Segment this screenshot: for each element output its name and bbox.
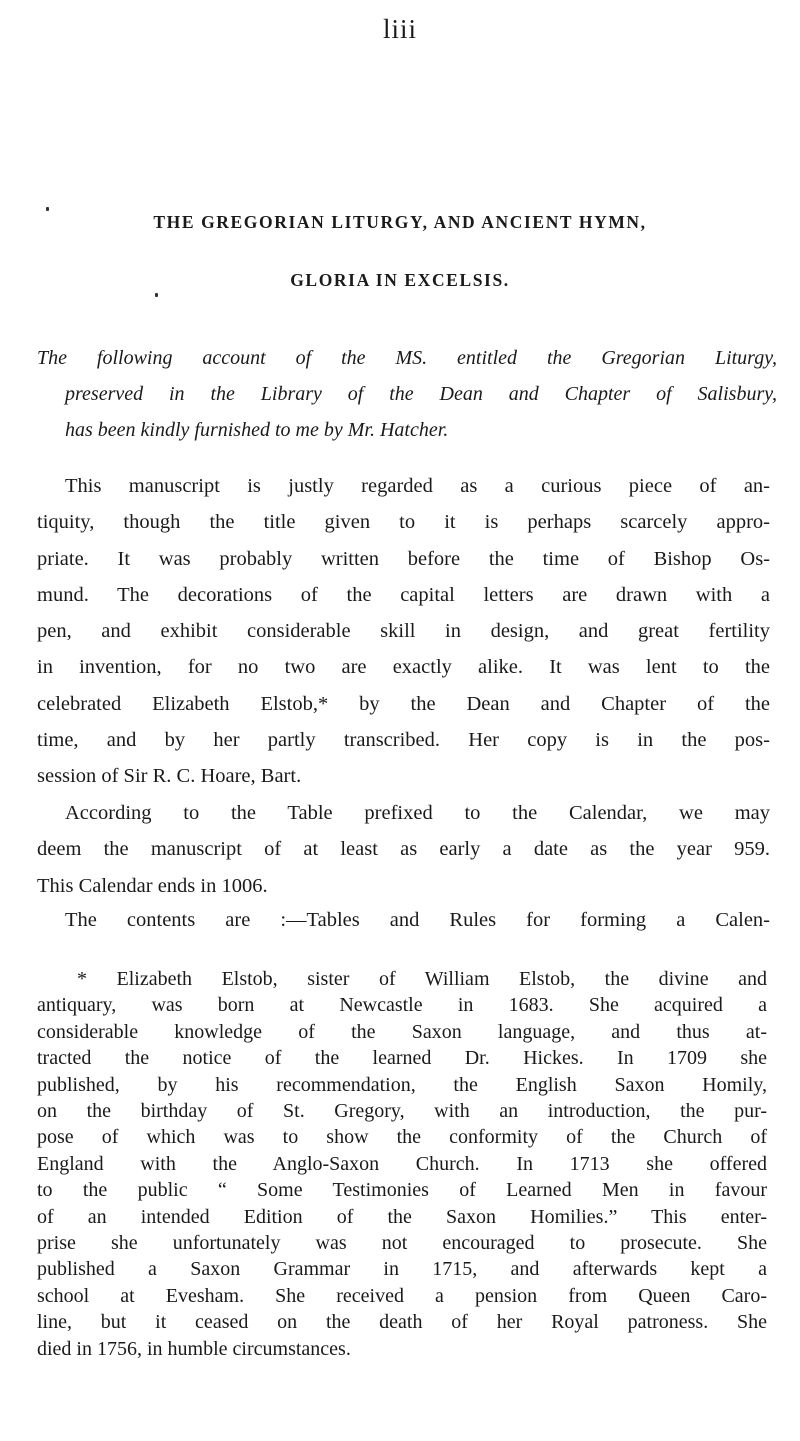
footnote-line: England with the Anglo-Saxon Church. In 1713 she offered	[37, 1152, 767, 1175]
text-line: celebrated Elizabeth Elstob,* by the Dean and Chapter of the	[37, 692, 770, 715]
footnote-line: died in 1756, in humble circumstances.	[37, 1337, 351, 1360]
text-line: in invention, for no two are exactly alike. It was lent to the	[37, 656, 770, 679]
text-line: session of Sir R. C. Hoare, Bart.	[37, 765, 302, 788]
intro-line: has been kindly furnished to me by Mr. Hatcher.	[65, 419, 449, 441]
print-speck	[155, 293, 158, 297]
text-line: deem the manuscript of at least as early a date as the year 959.	[37, 838, 770, 861]
text-line: mund. The decorations of the capital letters are drawn with a	[37, 583, 770, 606]
footnote-line: school at Evesham. She received a pension from Queen Caro-	[37, 1284, 767, 1307]
text-line: time, and by her partly transcribed. Her copy is in the pos-	[37, 729, 770, 752]
footnote-line: antiquary, was born at Newcastle in 1683. She acquired a	[37, 994, 767, 1017]
text-line: tiquity, though the title given to it is perhaps scarcely appro-	[37, 511, 770, 534]
footnote-line: prise she unfortunately was not encouraged to prosecute. She	[37, 1232, 767, 1255]
text-line: pen, and exhibit considerable skill in design, and great fertility	[37, 620, 770, 643]
paragraph-calendar-date	[37, 795, 770, 904]
paragraph-contents	[37, 902, 770, 938]
footnote-line: of an intended Edition of the Saxon Homilies.” This enter-	[37, 1205, 767, 1228]
footnote-line: published, by his recommendation, the English Saxon Homily,	[37, 1073, 767, 1096]
footnote-line: to the public “ Some Testimonies of Learned Men in favour	[37, 1179, 767, 1202]
intro-italic-note	[37, 340, 777, 448]
text-line: The contents are :—Tables and Rules for forming a Calen-	[65, 909, 770, 931]
text-line: This Calendar ends in 1006.	[37, 874, 268, 897]
section-heading: THE GREGORIAN LITURGY, AND ANCIENT HYMN,	[153, 212, 647, 232]
footnote-line: on the birthday of St. Gregory, with an introduction, the pur-	[37, 1100, 767, 1123]
footnote-line: pose of which was to show the conformity of the Church of	[37, 1126, 767, 1149]
footnote-line: * Elizabeth Elstob, sister of William Elstob, the divine and	[77, 968, 767, 990]
paragraph-manuscript-description	[37, 468, 770, 795]
section-subheading: GLORIA IN EXCELSIS.	[290, 270, 510, 290]
text-line: According to the Table prefixed to the Calendar, we may	[65, 802, 770, 824]
page-number: liii	[382, 14, 417, 44]
footnote-line: line, but it ceased on the death of her Royal patroness. She	[37, 1311, 767, 1334]
text-line: priate. It was probably written before the time of Bishop Os-	[37, 547, 770, 570]
footnote-elstob	[37, 966, 767, 1362]
footnote-line: published a Saxon Grammar in 1715, and afterwards kept a	[37, 1258, 767, 1281]
footnote-line: considerable knowledge of the Saxon language, and thus at-	[37, 1020, 767, 1043]
text-line: This manuscript is justly regarded as a curious piece of an-	[65, 475, 770, 497]
footnote-line: tracted the notice of the learned Dr. Hickes. In 1709 she	[37, 1047, 767, 1070]
intro-line: The following account of the MS. entitled the Gregorian Liturgy,	[37, 347, 777, 369]
intro-line: preserved in the Library of the Dean and Chapter of Salisbury,	[65, 383, 777, 405]
print-speck	[46, 207, 49, 211]
